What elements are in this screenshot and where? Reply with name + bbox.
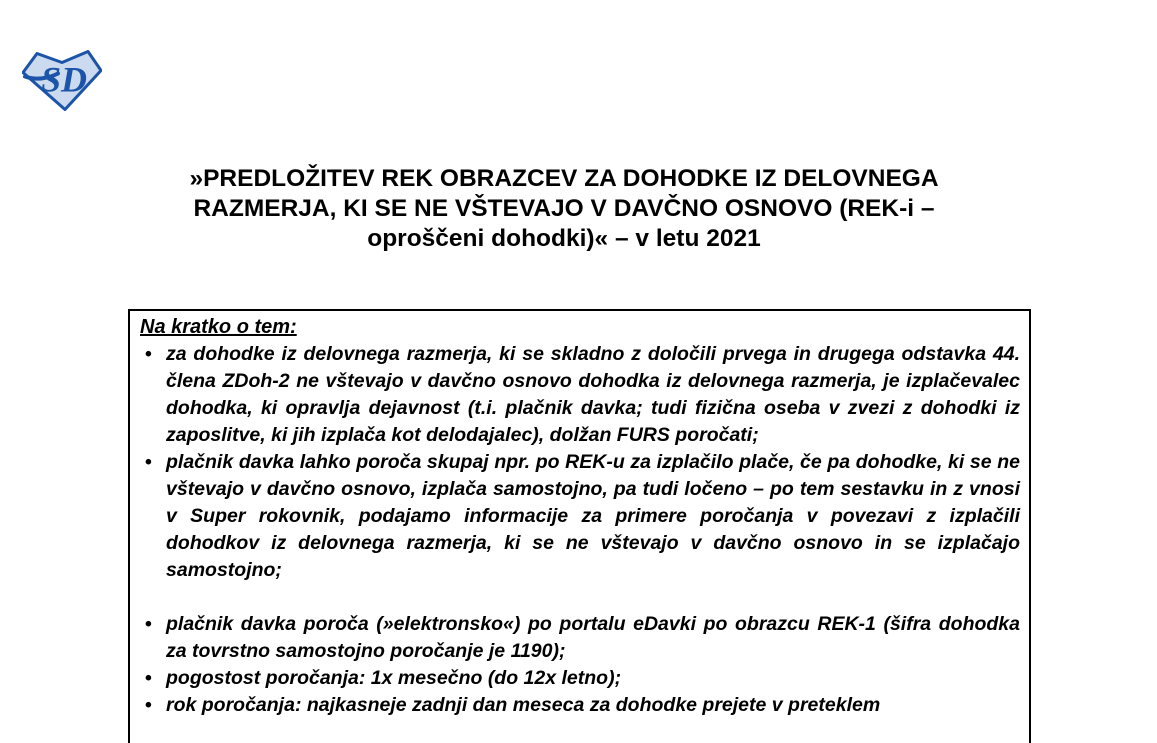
title-line-1: »PREDLOŽITEV REK OBRAZCEV ZA DOHODKE IZ DELOVNEGA <box>189 165 939 192</box>
bullet-item <box>140 692 1020 719</box>
bullet-text: plačnik davka poroča (»elektronsko«) po portalu eDavki po obrazcu REK-1 (šifra dohodka za tovrstno samostojno poročanje je 1190); <box>166 613 1020 662</box>
bullet-item <box>140 341 1020 449</box>
bullet-marker-icon: • <box>145 667 152 689</box>
sd-shield-logo-icon <box>22 46 102 111</box>
bullet-marker-icon: • <box>145 343 152 365</box>
info-box <box>128 309 1031 743</box>
info-box-heading: Na kratko o tem: <box>140 316 297 338</box>
bullet-marker-icon: • <box>145 694 152 716</box>
bullet-text: rok poročanja: najkasneje zadnji dan meseca za dohodke prejete v preteklem <box>166 694 881 716</box>
bullet-item <box>140 665 1020 692</box>
bullet-marker-icon: • <box>145 613 152 635</box>
bullet-marker-icon: • <box>145 451 152 473</box>
bullet-text: plačnik davka lahko poroča skupaj npr. po REK-u za izplačilo plače, če pa dohodke, ki se ne vštevajo v davčno osnovo, izplača samostojno, pa tudi ločeno – po tem sestavku in z vnosi v Super rokovnik, podajamo informacije za primere poročanja v povezavi z izplačili dohodkov iz delovnega razmerja, ki se ne vštevajo v davčno osnovo in se izplačajo samostojno; <box>166 451 1020 581</box>
sd-shield-logo <box>22 46 102 111</box>
bullet-text: za dohodke iz delovnega razmerja, ki se skladno z določili prvega in drugega odstavka 44. člena ZDoh-2 ne vštevajo v davčno osnovo dohodka iz delovnega razmerja, je izplačevalec dohodka, ki opravlja dejavnost (t.i. plačnik davka; tudi fizična oseba v zvezi z dohodki iz zaposlitve, ki jih izplača kot delodajalec), dolžan FURS poročati; <box>166 343 1020 446</box>
logo-letters: SD <box>40 59 88 100</box>
document-title <box>100 164 1028 254</box>
title-line-3: oproščeni dohodki)« – v letu 2021 <box>367 225 761 252</box>
bullet-item <box>140 611 1020 665</box>
bullet-text: pogostost poročanja: 1x mesečno (do 12x letno); <box>166 667 622 689</box>
bullet-item <box>140 449 1020 584</box>
title-line-2: RAZMERJA, KI SE NE VŠTEVAJO V DAVČNO OSNOVO (REK-i – <box>193 195 935 222</box>
